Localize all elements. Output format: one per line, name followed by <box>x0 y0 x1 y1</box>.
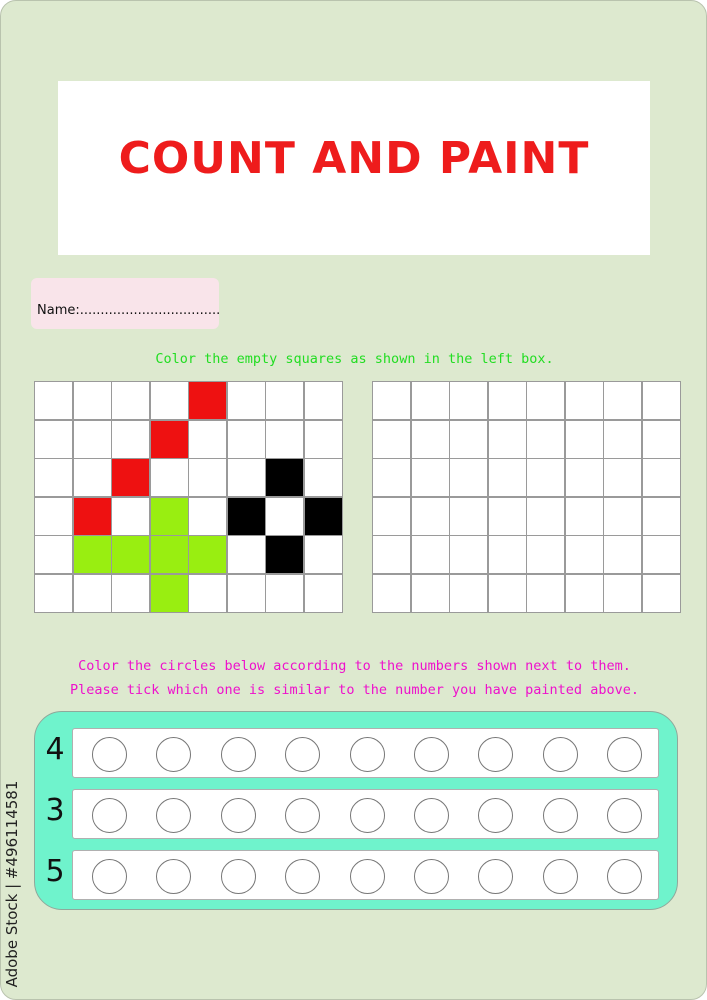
grid-cell-black <box>305 498 342 535</box>
grid-cell-green <box>74 536 111 573</box>
empty-grid-cell[interactable] <box>489 575 526 612</box>
paint-circle[interactable] <box>607 798 642 833</box>
empty-grid-cell[interactable] <box>566 536 603 573</box>
paint-circle[interactable] <box>221 737 256 772</box>
paint-circle[interactable] <box>414 798 449 833</box>
empty-grid <box>372 381 681 613</box>
empty-grid-cell[interactable] <box>373 421 410 458</box>
paint-circle[interactable] <box>607 859 642 894</box>
empty-grid-cell[interactable] <box>489 459 526 496</box>
paint-circle[interactable] <box>478 798 513 833</box>
empty-grid-cell[interactable] <box>489 382 526 419</box>
grid-cell <box>305 575 342 612</box>
paint-circle[interactable] <box>414 859 449 894</box>
grid-cell-green <box>189 536 226 573</box>
paint-circle[interactable] <box>285 859 320 894</box>
grid-cell <box>266 382 303 419</box>
stock-label: Adobe Stock | #496114581 <box>3 780 21 987</box>
grid-cell <box>112 421 149 458</box>
empty-grid-cell[interactable] <box>643 498 680 535</box>
grid-cell <box>228 459 265 496</box>
grid-cell-green <box>151 498 188 535</box>
grid-cell <box>305 536 342 573</box>
grid-cell <box>266 575 303 612</box>
circle-panel <box>34 711 678 910</box>
empty-grid-cell[interactable] <box>527 575 564 612</box>
paint-circle[interactable] <box>478 737 513 772</box>
empty-grid-cell[interactable] <box>412 421 449 458</box>
row-number: 4 <box>45 732 65 767</box>
grid-cell-black <box>228 498 265 535</box>
empty-grid-cell[interactable] <box>489 536 526 573</box>
empty-grid-cell[interactable] <box>412 575 449 612</box>
grid-cell-red <box>151 421 188 458</box>
grid-cell <box>35 536 72 573</box>
grid-cell <box>228 382 265 419</box>
empty-grid-cell[interactable] <box>643 382 680 419</box>
empty-grid-cell[interactable] <box>489 421 526 458</box>
paint-circle[interactable] <box>156 859 191 894</box>
row-number: 5 <box>45 854 65 889</box>
empty-grid-cell[interactable] <box>643 536 680 573</box>
empty-grid-cell[interactable] <box>450 382 487 419</box>
empty-grid-cell[interactable] <box>412 536 449 573</box>
grid-cell <box>35 459 72 496</box>
empty-grid-cell[interactable] <box>450 575 487 612</box>
empty-grid-cell[interactable] <box>643 421 680 458</box>
title-box <box>58 81 650 255</box>
grid-cell-green <box>151 575 188 612</box>
empty-grid-cell[interactable] <box>527 459 564 496</box>
grid-cell <box>189 459 226 496</box>
empty-grid-cell[interactable] <box>566 575 603 612</box>
paint-circle[interactable] <box>92 798 127 833</box>
instruction-color-circles: Color the circles below according to the numbers shown next to them. <box>78 658 631 674</box>
empty-grid-cell[interactable] <box>604 421 641 458</box>
paint-circle[interactable] <box>350 798 385 833</box>
empty-grid-cell[interactable] <box>412 498 449 535</box>
empty-grid-cell[interactable] <box>604 498 641 535</box>
empty-grid-cell[interactable] <box>450 536 487 573</box>
empty-grid-cell[interactable] <box>566 421 603 458</box>
circle-row <box>45 850 659 900</box>
paint-circle[interactable] <box>156 737 191 772</box>
empty-grid-cell[interactable] <box>527 421 564 458</box>
grid-cell <box>151 459 188 496</box>
grid-cell <box>189 498 226 535</box>
grid-cell <box>189 575 226 612</box>
grid-cell <box>112 498 149 535</box>
paint-circle[interactable] <box>350 737 385 772</box>
grid-cell <box>74 459 111 496</box>
grid-cell <box>266 421 303 458</box>
empty-grid-cell[interactable] <box>373 459 410 496</box>
empty-grid-cell[interactable] <box>373 536 410 573</box>
paint-circle[interactable] <box>414 737 449 772</box>
grid-cell <box>305 421 342 458</box>
empty-grid-cell[interactable] <box>566 498 603 535</box>
worksheet-title: COUNT AND PAINT <box>118 133 590 184</box>
grid-cell-red <box>112 459 149 496</box>
empty-grid-cell[interactable] <box>373 382 410 419</box>
empty-grid-cell[interactable] <box>643 575 680 612</box>
paint-circle[interactable] <box>92 859 127 894</box>
grid-cell-red <box>74 498 111 535</box>
empty-grid-cell[interactable] <box>450 459 487 496</box>
grid-cell <box>228 575 265 612</box>
name-label: Name:.................................. <box>37 303 221 318</box>
empty-grid-cell[interactable] <box>412 382 449 419</box>
grid-cell-black <box>266 459 303 496</box>
empty-grid-cell[interactable] <box>604 382 641 419</box>
empty-grid-cell[interactable] <box>412 459 449 496</box>
grid-cell <box>305 459 342 496</box>
empty-grid-cell[interactable] <box>643 459 680 496</box>
grid-cell-green <box>151 536 188 573</box>
paint-circle[interactable] <box>285 798 320 833</box>
paint-circle[interactable] <box>350 859 385 894</box>
empty-grid-cell[interactable] <box>604 459 641 496</box>
grid-cell <box>112 575 149 612</box>
empty-grid-cell[interactable] <box>527 536 564 573</box>
empty-grid-cell[interactable] <box>450 421 487 458</box>
empty-grid-cell[interactable] <box>566 382 603 419</box>
name-box <box>31 278 219 329</box>
empty-grid-cell[interactable] <box>450 498 487 535</box>
circle-row <box>45 728 659 778</box>
paint-circle[interactable] <box>478 859 513 894</box>
grid-cell <box>35 421 72 458</box>
grid-cell <box>189 421 226 458</box>
paint-circle[interactable] <box>221 798 256 833</box>
paint-circle[interactable] <box>92 737 127 772</box>
paint-circle[interactable] <box>543 859 578 894</box>
row-number: 3 <box>45 793 65 828</box>
grid-cell-black <box>266 536 303 573</box>
grid-cell <box>35 382 72 419</box>
paint-circle[interactable] <box>607 737 642 772</box>
grid-cell <box>112 382 149 419</box>
example-grid <box>34 381 343 613</box>
empty-grid-cell[interactable] <box>489 498 526 535</box>
instruction-color-squares: Color the empty squares as shown in the left box. <box>155 351 554 367</box>
empty-grid-cell[interactable] <box>566 459 603 496</box>
empty-grid-cell[interactable] <box>604 536 641 573</box>
circle-row <box>45 789 659 839</box>
paint-circle[interactable] <box>543 798 578 833</box>
empty-grid-cell[interactable] <box>527 498 564 535</box>
paint-circle[interactable] <box>285 737 320 772</box>
grid-cell-green <box>112 536 149 573</box>
grid-cell <box>35 498 72 535</box>
empty-grid-cell[interactable] <box>373 575 410 612</box>
stock-watermark <box>0 771 25 996</box>
grid-cell <box>228 536 265 573</box>
instruction-tick: Please tick which one is similar to the number you have painted above. <box>70 682 639 698</box>
empty-grid-cell[interactable] <box>373 498 410 535</box>
empty-grid-cell[interactable] <box>527 382 564 419</box>
grid-cell <box>74 382 111 419</box>
grid-cell <box>151 382 188 419</box>
grid-cell <box>74 421 111 458</box>
grid-cell <box>305 382 342 419</box>
paint-circle[interactable] <box>543 737 578 772</box>
grid-cell <box>266 498 303 535</box>
grid-cell <box>74 575 111 612</box>
paint-circle[interactable] <box>221 859 256 894</box>
grid-cell-red <box>189 382 226 419</box>
empty-grid-cell[interactable] <box>604 575 641 612</box>
grid-cell <box>35 575 72 612</box>
grid-cell <box>228 421 265 458</box>
paint-circle[interactable] <box>156 798 191 833</box>
